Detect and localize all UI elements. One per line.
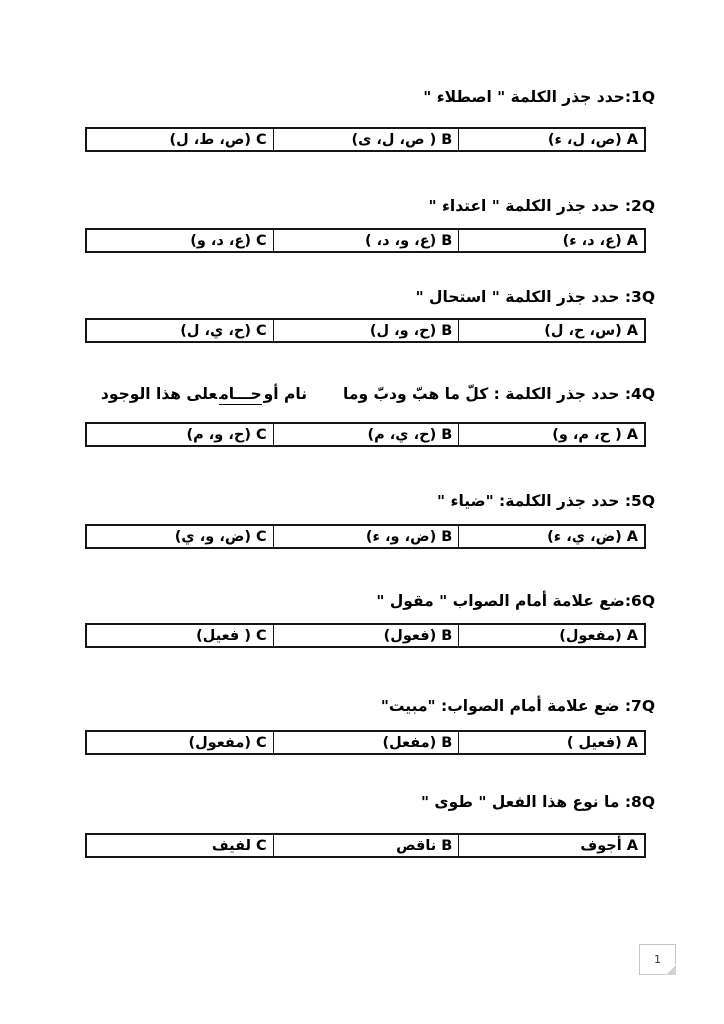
question-2-option-a: A (ع، د، ء) bbox=[458, 230, 644, 251]
question-4-text-part3: على هذا الوجود bbox=[100, 385, 218, 403]
question-7-option-c: C (مفعول) bbox=[188, 734, 267, 751]
question-1-option-c: C (ص، ط، ل) bbox=[169, 131, 267, 148]
page-number-box bbox=[639, 944, 676, 975]
question-3-options-table bbox=[85, 318, 646, 343]
question-4-option-a: A ( ح، م، و) bbox=[458, 424, 644, 445]
question-4-option-c: C (ح، و، م) bbox=[186, 426, 267, 443]
question-2-text: 2Q: حدد جذر الكلمة " اعتداء " bbox=[428, 197, 655, 215]
question-5-options-table bbox=[85, 524, 646, 549]
question-1-text: 1Q:حدد جذر الكلمة " اصطلاء " bbox=[423, 88, 655, 106]
question-7-text: 7Q: ضع علامة أمام الصواب: "مبيت" bbox=[380, 697, 655, 715]
question-6-option-c: C ( فعيل) bbox=[196, 627, 267, 644]
question-1-option-b: B ( ص، ل، ى) bbox=[273, 129, 459, 150]
question-1-options-table bbox=[85, 127, 646, 152]
question-5-text: 5Q: حدد جذر الكلمة: "ضياء " bbox=[437, 492, 655, 510]
question-6-text: 6Q:ضع علامة أمام الصواب " مقول " bbox=[376, 592, 655, 610]
question-5-option-c: C (ض، و، ي) bbox=[174, 528, 267, 545]
question-3-option-b: B (ح، و، ل) bbox=[273, 320, 459, 341]
question-7-option-a: A (فعيل ) bbox=[458, 732, 644, 753]
question-8-text: 8Q: ما نوع هذا الفعل " طوى " bbox=[420, 793, 655, 811]
question-4-text-part2: نام أو bbox=[263, 385, 308, 403]
question-8-option-a: A أجوف bbox=[458, 835, 644, 856]
question-4-option-b: B (ح، ي، م) bbox=[273, 424, 459, 445]
question-3-option-a: A (س، ح، ل) bbox=[458, 320, 644, 341]
question-8-options-table bbox=[85, 833, 646, 858]
question-2-option-c: C (ع، د، و) bbox=[190, 232, 267, 249]
question-3-option-c: C (ح، ي، ل) bbox=[180, 322, 267, 339]
question-4-options-table bbox=[85, 422, 646, 447]
question-8-option-c: C لفيف bbox=[211, 837, 267, 854]
question-4-text-part1: 4Q: حدد جذر الكلمة : كلّ ما هبّ ودبّ وما bbox=[343, 385, 655, 403]
question-6-option-b: B (فعول) bbox=[273, 625, 459, 646]
question-6-option-a: A (مفعول) bbox=[458, 625, 644, 646]
question-4-text bbox=[101, 383, 655, 405]
question-7-options-table bbox=[85, 730, 646, 755]
question-5-option-b: B (ض، و، ء) bbox=[273, 526, 459, 547]
question-8-option-b: B ناقص bbox=[273, 835, 459, 856]
question-7-option-b: B (مفعل) bbox=[273, 732, 459, 753]
question-3-text: 3Q: حدد جذر الكلمة " استحال " bbox=[415, 288, 655, 306]
question-2-option-b: B (ع، و، د، ) bbox=[273, 230, 459, 251]
question-4-underlined-word: حـــام bbox=[219, 385, 262, 403]
page-number: 1 bbox=[654, 953, 661, 966]
question-2-options-table bbox=[85, 228, 646, 253]
question-1-option-a: A (ص، ل، ء) bbox=[458, 129, 644, 150]
question-6-options-table bbox=[85, 623, 646, 648]
question-5-option-a: A (ض، ي، ء) bbox=[458, 526, 644, 547]
